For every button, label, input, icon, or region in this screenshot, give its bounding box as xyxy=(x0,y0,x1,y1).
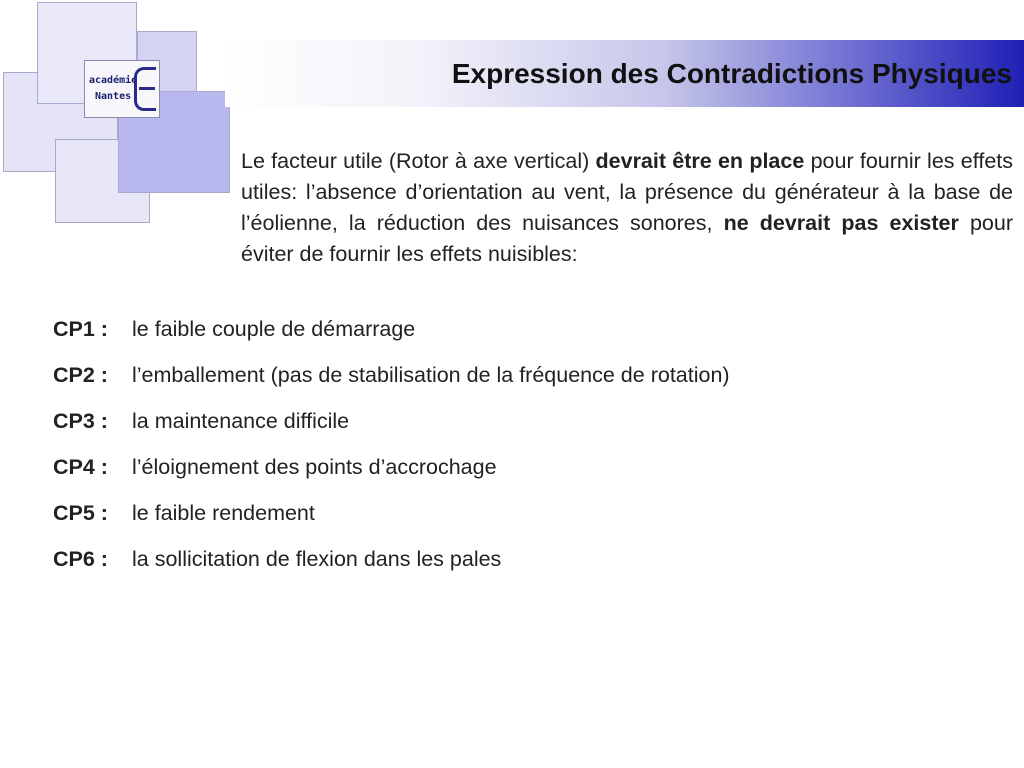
slide-title: Expression des Contradictions Physiques xyxy=(451,58,1012,89)
cp-key: CP1 : xyxy=(53,317,108,341)
contradictions-list xyxy=(53,314,730,590)
cp-key: CP6 : xyxy=(53,547,108,571)
logo-line-1: académie xyxy=(89,75,138,86)
intro-bold-2: ne devrait pas exister xyxy=(723,211,959,235)
logo-e-icon xyxy=(134,67,156,111)
cp-key: CP4 : xyxy=(53,455,108,479)
list-item xyxy=(53,498,730,544)
intro-text-2: pour fournir les effets utiles: l’absence d’orientation au vent, la présence du générateur à la base de l’éolienne, la réduction des nuisances sonores, xyxy=(241,149,1014,235)
intro-text-3: pour éviter de fournir les effets nuisibles: xyxy=(241,211,1013,266)
cp-key: CP2 : xyxy=(53,363,108,387)
logo-line-2: Nantes xyxy=(95,91,132,102)
intro-paragraph xyxy=(241,146,1013,270)
academie-nantes-logo xyxy=(84,60,160,118)
list-item xyxy=(53,360,730,406)
cp-text: l’emballement (pas de stabilisation de la fréquence de rotation) xyxy=(132,363,730,387)
list-item xyxy=(53,452,730,498)
cp-text: la maintenance difficile xyxy=(132,409,350,433)
cp-text: le faible rendement xyxy=(132,501,315,525)
intro-text-1: Le facteur utile (Rotor à axe vertical) xyxy=(241,149,596,173)
list-item xyxy=(53,544,730,590)
cp-text: l’éloignement des points d’accrochage xyxy=(132,455,497,479)
cp-text: la sollicitation de flexion dans les pales xyxy=(132,547,502,571)
cp-key: CP3 : xyxy=(53,409,108,433)
intro-bold-1: devrait être en place xyxy=(595,149,805,173)
cp-key: CP5 : xyxy=(53,501,108,525)
cp-text: le faible couple de démarrage xyxy=(132,317,416,341)
list-item xyxy=(53,406,730,452)
list-item xyxy=(53,314,730,360)
